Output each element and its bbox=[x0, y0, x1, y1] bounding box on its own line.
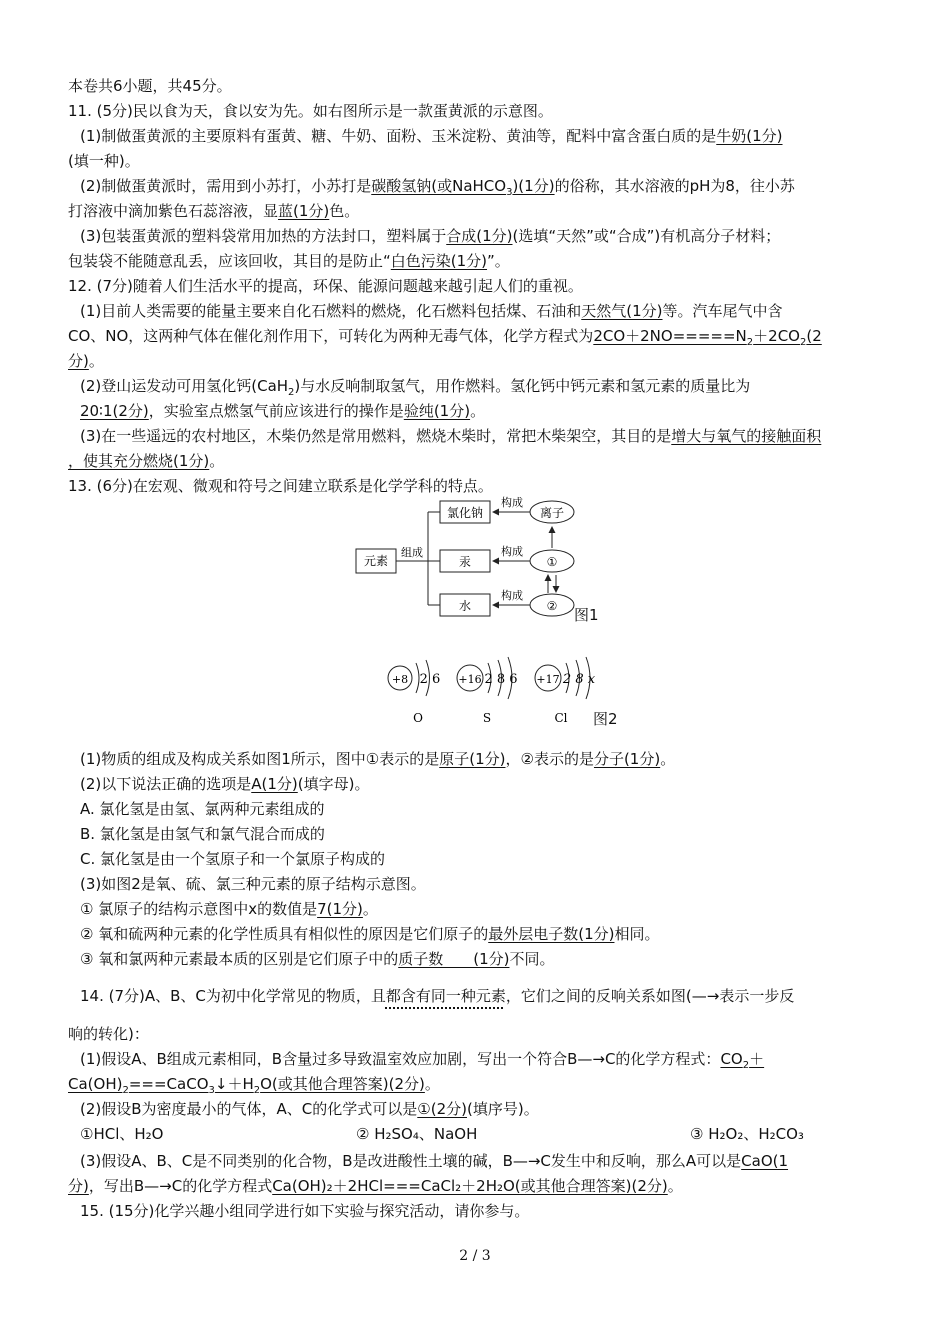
q14-stem: 14. (7分)A、B、C为初中化学常见的物质，且都含有同一种元素，它们之间的反响关系如图(—→表示一步反 bbox=[80, 987, 795, 1005]
nacl-label: 氯化钠 bbox=[446, 506, 484, 520]
q14-part3: (3)假设A、B、C是不同类别的化合物，B是改进酸性土壤的碱，B—→C发生中和反响，那么A可以是CaO(1 bbox=[80, 1152, 789, 1170]
q11-part1: (1)制做蛋黄派的主要原料有蛋黄、糖、牛奶、面粉、玉米淀粉、黄油等，配料中富含蛋白质的是牛奶(1分) bbox=[80, 127, 783, 145]
q11-part1-cont: (填一种)。 bbox=[68, 152, 140, 170]
page-number: 2 / 3 bbox=[459, 1248, 491, 1264]
circle-2-label: ② bbox=[546, 599, 558, 613]
q14-part1-cont: $Ca(OH)_2===CaCO_3↓+H_2O$(或其他合理答案)(2分)。 bbox=[68, 1075, 440, 1096]
q14-choice-2: ② H₂SO₄、NaOH bbox=[356, 1125, 478, 1143]
figure-1-label: 图1 bbox=[574, 606, 599, 624]
mercury-label: 汞 bbox=[458, 555, 472, 569]
q12-part2-cont: 20∶1(2分)，实验室点燃氢气前应该进行的操作是验纯(1分)。 bbox=[80, 402, 486, 420]
chlorine-atom bbox=[535, 657, 596, 725]
circle-1-label: ① bbox=[546, 555, 558, 569]
make-label-1: 构成 bbox=[501, 496, 523, 509]
oxygen-nucleus: +8 bbox=[391, 673, 409, 686]
q11-part2: (2)制做蛋黄派时，需用到小苏打，小苏打是碳酸氢钠(或NaHCO$_3$)(1分)的俗称，其水溶液的pH为8，往小苏 bbox=[80, 177, 795, 198]
q11-part3-cont: 包装袋不能随意乱丢，应该回收，其目的是防止“白色污染(1分)”。 bbox=[68, 252, 510, 270]
q14-choice-1: ①HCl、H₂O bbox=[80, 1125, 164, 1143]
q14-stem-cont: 响的转化)： bbox=[68, 1025, 149, 1043]
q12-part1-cont2: 分)。 bbox=[68, 352, 104, 370]
q13-part1: (1)物质的组成及构成关系如图1所示，图中①表示的是原子(1分)，②表示的是分子(1分)。 bbox=[80, 750, 676, 768]
q12-part1-cont: CO、NO，这两种气体在催化剂作用下，可转化为两种无毒气体，化学方程式为$2CO+2NO=====N_2+2CO_2(2$ bbox=[68, 327, 822, 348]
q13-stem: 13. (6分)在宏观、微观和符号之间建立联系是化学学科的特点。 bbox=[68, 477, 493, 495]
q12-part1: (1)目前人类需要的能量主要来自化石燃料的燃烧，化石燃料包括煤、石油和天然气(1分)等。汽车尾气中含 bbox=[80, 302, 783, 320]
q14-part2: (2)假设B为密度最小的气体，A、C的化学式可以是①(2分)(填序号)。 bbox=[80, 1100, 539, 1118]
sulfur-nucleus: +16 bbox=[458, 673, 482, 686]
figure-2-diagram bbox=[380, 645, 660, 735]
q13-part2: (2)以下说法正确的选项是A(1分)(填字母)。 bbox=[80, 775, 370, 793]
sulfur-atom bbox=[457, 657, 518, 725]
q11-part2-cont: 打溶液中滴加紫色石蕊溶液，显蓝(1分)色。 bbox=[68, 202, 360, 220]
q13-option-a: A. 氯化氢是由氢、氯两种元素组成的 bbox=[80, 800, 325, 818]
figure-2-label: 图2 bbox=[593, 710, 618, 728]
q11-part3: (3)包装蛋黄派的塑料袋常用加热的方法封口，塑料属于合成(1分)(选填“天然”或“合成”)有机高分子材料； bbox=[80, 227, 781, 245]
water-label: 水 bbox=[458, 599, 472, 613]
element-label: 元素 bbox=[363, 554, 389, 568]
q15-stem: 15. (15分)化学兴趣小组同学进行如下实验与探究活动，请你参与。 bbox=[80, 1202, 530, 1220]
q13-sub2: ② 氧和硫两种元素的化学性质具有相似性的原因是它们原子的最外层电子数(1分)相同。 bbox=[80, 925, 660, 943]
oxygen-atom bbox=[388, 660, 440, 725]
ion-label: 离子 bbox=[539, 506, 565, 520]
intro-text: 本卷共6小题，共45分。 bbox=[68, 77, 232, 95]
q12-part3-cont: ，使其充分燃烧(1分)。 bbox=[68, 452, 225, 470]
q12-part3: (3)在一些遥远的农村地区，木柴仍然是常用燃料，燃烧木柴时，常把木柴架空，其目的是增大与氧气的接触面积 bbox=[80, 427, 822, 445]
q13-option-c: C. 氯化氢是由一个氢原子和一个氯原子构成的 bbox=[80, 850, 386, 868]
compose-label: 组成 bbox=[401, 546, 423, 559]
q14-part1: (1)假设A、B组成元素相同，B含量过多导致温室效应加剧，写出一个符合B—→C的化学方程式：$CO_2+$ bbox=[80, 1050, 765, 1071]
chlorine-nucleus: +17 bbox=[536, 673, 560, 686]
q14-part3-cont: 分)，写出B—→C的化学方程式Ca(OH)₂＋2HCl===CaCl₂＋2H₂O(或其他合理答案)(2分)。 bbox=[68, 1177, 683, 1195]
make-label-2: 构成 bbox=[501, 545, 523, 558]
q13-part3: (3)如图2是氧、硫、氯三种元素的原子结构示意图。 bbox=[80, 875, 426, 893]
sulfur-electrons: 2 8 6 bbox=[484, 672, 518, 687]
oxygen-symbol: O bbox=[413, 711, 423, 725]
q14-choice-3: ③ H₂O₂、H₂CO₃ bbox=[690, 1125, 804, 1143]
q12-stem: 12. (7分)随着人们生活水平的提高，环保、能源问题越来越引起人们的重视。 bbox=[68, 277, 583, 295]
q12-part2: (2)登山运发动可用氢化钙(CaH$_2$)与水反响制取氢气，用作燃料。氢化钙中钙元素和氢元素的质量比为 bbox=[80, 377, 751, 398]
q13-option-b: B. 氯化氢是由氢气和氯气混合而成的 bbox=[80, 825, 325, 843]
q13-sub1: ① 氯原子的结构示意图中x的数值是7(1分)。 bbox=[80, 900, 378, 918]
q13-sub3: ③ 氧和氯两种元素最本质的区别是它们原子中的质子数 (1分)不同。 bbox=[80, 950, 555, 968]
chlorine-symbol: Cl bbox=[554, 711, 568, 725]
sulfur-symbol: S bbox=[482, 711, 492, 725]
q11-stem: 11. (5分)民以食为天，食以安为先。如右图所示是一款蛋黄派的示意图。 bbox=[68, 102, 553, 120]
chlorine-electrons: 2 8 x bbox=[562, 672, 596, 687]
oxygen-electrons: 2 6 bbox=[419, 672, 441, 687]
make-label-3: 构成 bbox=[501, 589, 523, 602]
